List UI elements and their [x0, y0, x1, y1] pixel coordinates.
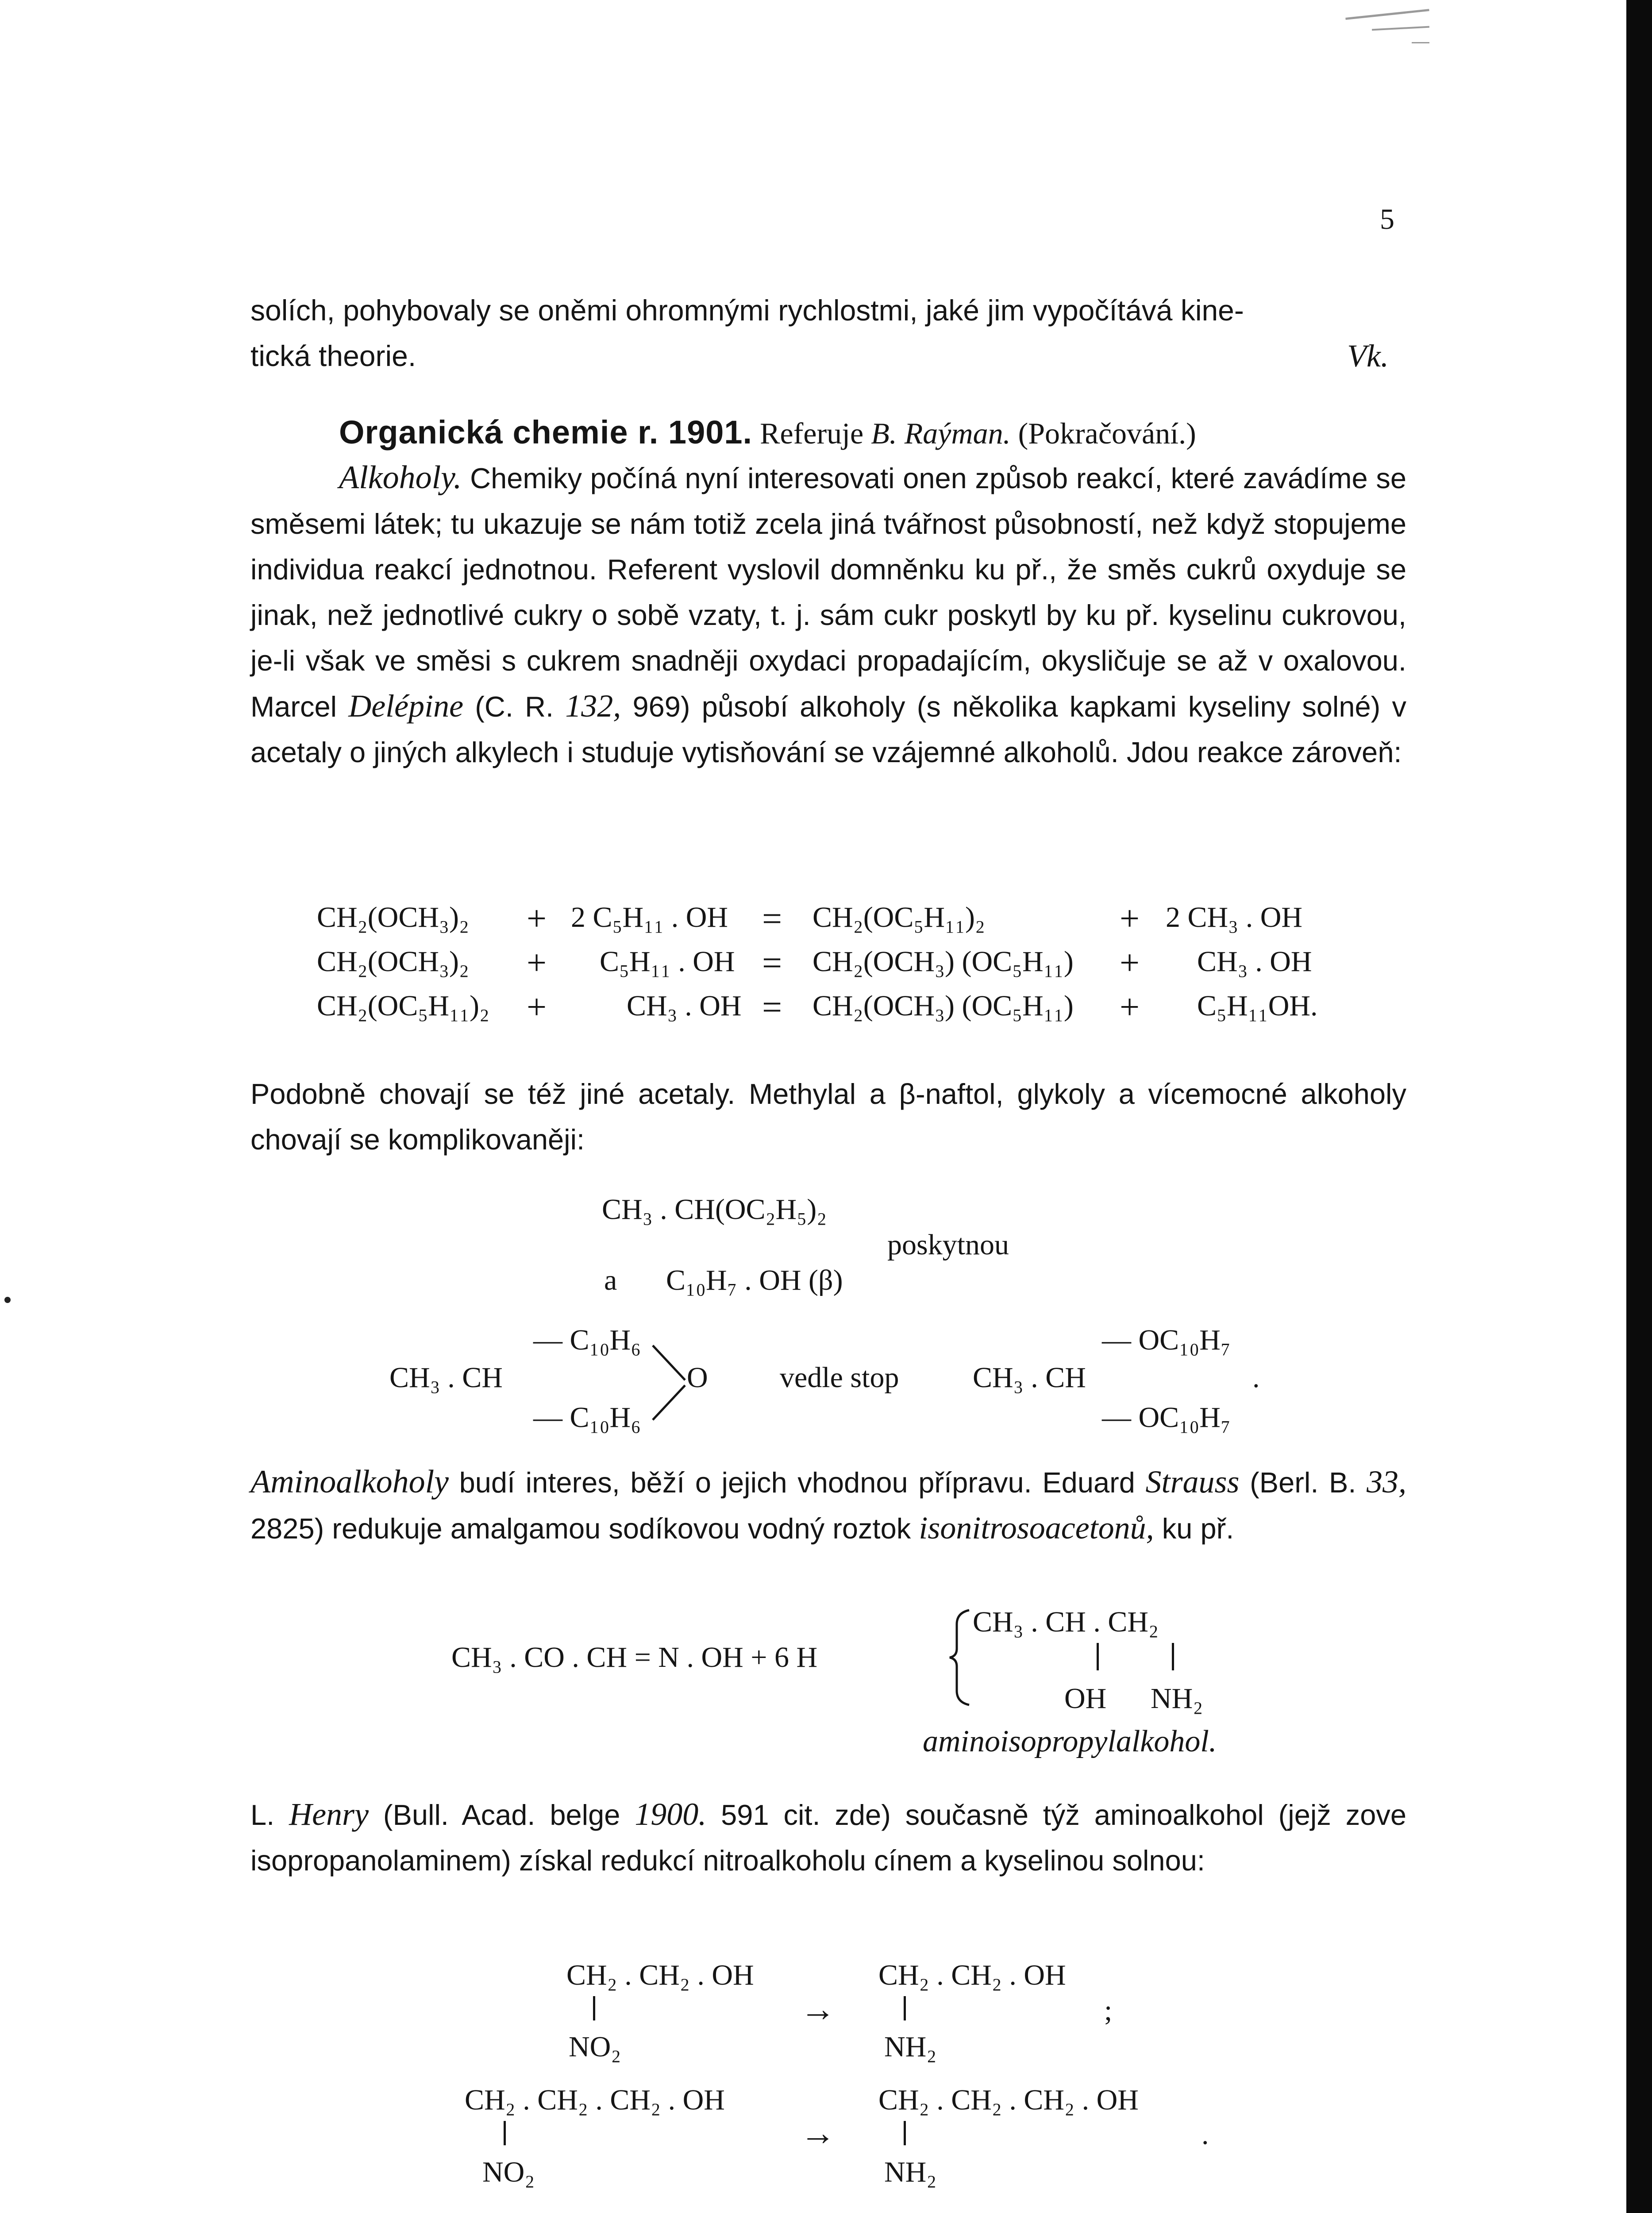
s3-a-top: CH₂ . CH₂ . OH: [566, 1959, 754, 1991]
para3-object: isonitrosoacetonů,: [919, 1510, 1154, 1546]
s2-brace: [947, 1607, 974, 1708]
para3-volume: 33,: [1367, 1464, 1406, 1500]
paragraph-alkoholy: [250, 455, 1406, 775]
s1-product-1-oxygen: O: [687, 1361, 708, 1394]
s2-left: CH₃ . CO . CH = N . OH + 6 H: [451, 1641, 818, 1673]
scan-artifact: [4, 1297, 11, 1303]
s1-middle-text: vedle stop: [780, 1361, 899, 1394]
eq3-equals: =: [762, 988, 782, 1027]
scan-artifact: [1345, 9, 1429, 20]
para4-year: 1900.: [635, 1797, 707, 1832]
s3-b-bond: [504, 2121, 506, 2145]
para2-text: Podobně chovají se též jiné acetaly. Methylal a β-naftol, glykoly a vícemocné alkoholy chovají se komplikovaněji:: [250, 1078, 1406, 1156]
s3-b-product-top: CH₂ . CH₂ . CH₂ . OH: [878, 2084, 1139, 2116]
eq2-plus-1: +: [527, 944, 547, 983]
eq3-plus-2: +: [1120, 988, 1140, 1027]
para3-text-1: budí interes, běží o jejich vhodnou přípravu. Eduard: [449, 1466, 1146, 1499]
s3-a-bond: [593, 1996, 595, 2020]
heading-referee: B. Raýman.: [871, 416, 1011, 450]
s1-product-2-end: .: [1252, 1361, 1260, 1394]
s1-product-2-top: — OC₁₀H₇: [1102, 1324, 1231, 1356]
para3-author: Strauss: [1145, 1464, 1240, 1500]
s2-top: CH₃ . CH . CH₂: [973, 1606, 1159, 1638]
s3-a-arrow: →: [800, 1990, 836, 2029]
para1-lead: Alkoholy.: [339, 459, 462, 496]
eq1-b: 2 C₅H₁₁ . OH: [571, 901, 728, 933]
s3-a-end: ;: [1104, 1994, 1113, 2027]
s3-b-arrow: →: [800, 2114, 836, 2153]
eq3-c: CH₂(OCH₃) (OC₅H₁₁): [813, 990, 1074, 1022]
scan-border-right: [1626, 0, 1652, 2213]
s1-yields: poskytnou: [887, 1229, 1009, 1261]
s3-b-sub: NO₂: [482, 2156, 535, 2188]
para4-text-1: L.: [250, 1799, 289, 1831]
para4-text-3: 591 cit. zde) současně týž aminoalkohol (jejž zove isopropanolaminem) získal redukcí nitroalkoholu cínem a kyselinou solnou:: [250, 1799, 1407, 1877]
eq2-a: CH₂(OCH₃)₂: [317, 945, 470, 978]
s2-oh: OH: [1064, 1682, 1107, 1715]
eq3-d: C₅H₁₁OH.: [1197, 990, 1318, 1022]
eq3-b: CH₃ . OH: [627, 990, 742, 1022]
s1-word-a: a: [604, 1264, 617, 1296]
s1-product-2-base: CH₃ . CH: [973, 1361, 1086, 1394]
s3-b-product-bond: [904, 2121, 906, 2145]
section-heading: [250, 409, 1406, 456]
para1-text-2: (C. R.: [463, 690, 566, 723]
para1-text-3: 969) působí alkoholy (s několika kapkami kyseliny solné) v acetaly o jiných alkylech i studuje vytisňování se vzájemné alkoholů. Jdou reakce zároveň:: [250, 690, 1407, 768]
para1-author: Delépine: [348, 688, 464, 724]
intro-line-2-text: tická theorie.: [250, 339, 416, 372]
signature: Vk.: [1347, 338, 1389, 374]
para3-text-4: ku př.: [1154, 1512, 1234, 1545]
eq1-plus-1: +: [527, 899, 547, 938]
s1-product-1-bottom: — C₁₀H₆: [533, 1401, 641, 1434]
s2-nh2: NH₂: [1151, 1682, 1203, 1715]
eq2-d: CH₃ . OH: [1197, 945, 1312, 978]
para3-lead: Aminoalkoholy: [250, 1464, 449, 1500]
s1-product-2-bottom: — OC₁₀H₇: [1102, 1401, 1231, 1434]
eq1-d: 2 CH₃ . OH: [1166, 901, 1303, 933]
s1-reactant-1: CH₃ . CH(OC₂H₅)₂: [602, 1193, 827, 1226]
intro-paragraph: [250, 288, 1406, 379]
page-number: 5: [1380, 203, 1394, 235]
s2-bond-oh: [1097, 1643, 1099, 1670]
s3-a-product-bond: [904, 1996, 906, 2020]
eq1-plus-2: +: [1120, 899, 1140, 938]
s2-name: aminoisopropylalkohol.: [923, 1724, 1217, 1758]
paragraph-henry: [250, 1792, 1406, 1883]
s3-b-top: CH₂ . CH₂ . CH₂ . OH: [465, 2084, 725, 2116]
heading-referee-prefix: Referuje: [760, 416, 864, 450]
para1-volume: 132,: [565, 688, 621, 724]
eq2-equals: =: [762, 944, 782, 983]
eq2-plus-2: +: [1120, 944, 1140, 983]
s3-b-end: .: [1201, 2118, 1209, 2151]
eq1-a: CH₂(OCH₃)₂: [317, 901, 470, 933]
s1-product-1-base: CH₃ . CH: [389, 1361, 503, 1394]
s3-b-product-sub: NH₂: [884, 2156, 937, 2188]
intro-line-2: [250, 333, 1406, 379]
s3-a-product-top: CH₂ . CH₂ . OH: [878, 1959, 1066, 1991]
s3-a-sub: NO₂: [569, 2031, 621, 2063]
para3-text-2: (Berl. B.: [1239, 1466, 1367, 1499]
para1-text-1: Chemiky počíná nyní interesovati onen způsob reakcí, které zavádíme se směsemi látek; tu ukazuje se nám totiž zcela jiná tvářnost působností, než když stopujeme individua reakcí jednotnou. Referent vyslovil domněnku ku př., že směs cukrů oxyduje se jinak, než jednotlivé cukry o sobě vzaty, t. j. sám cukr poskytl by ku př. kyselinu cukrovou, je-li však ve směsi s cukrem snadněji oxydaci propadajícím, okysličuje se až v oxalovou. Marcel: [250, 462, 1406, 723]
s1-reactant-2: C₁₀H₇ . OH (β): [666, 1264, 843, 1296]
eq1-equals: =: [762, 899, 782, 938]
scan-artifact: [1412, 42, 1429, 43]
para3-text-3: 2825) redukuje amalgamou sodíkovou vodný roztok: [250, 1512, 919, 1545]
s3-a-product-sub: NH₂: [884, 2031, 937, 2063]
heading-title: Organická chemie r. 1901.: [339, 414, 753, 451]
s1-product-1-top: — C₁₀H₆: [533, 1324, 641, 1356]
para4-text-2: (Bull. Acad. belge: [369, 1799, 635, 1831]
paragraph-acetaly: [250, 1071, 1406, 1162]
scan-artifact: [1372, 26, 1429, 31]
s2-bond-nh2: [1172, 1643, 1174, 1670]
eq2-c: CH₂(OCH₃) (OC₅H₁₁): [813, 945, 1074, 978]
eq2-b: C₅H₁₁ . OH: [600, 945, 735, 978]
eq1-c: CH₂(OC₅H₁₁)₂: [813, 901, 986, 933]
eq3-plus-1: +: [527, 988, 547, 1027]
paragraph-aminoalkoholy: [250, 1459, 1406, 1551]
para4-author: Henry: [289, 1797, 369, 1832]
intro-line-1: solích, pohybovaly se oněmi ohromnými rychlostmi, jaké jim vypočítává kine-: [250, 294, 1244, 327]
heading-status: (Pokračování.): [1018, 416, 1196, 450]
eq3-a: CH₂(OC₅H₁₁)₂: [317, 990, 490, 1022]
